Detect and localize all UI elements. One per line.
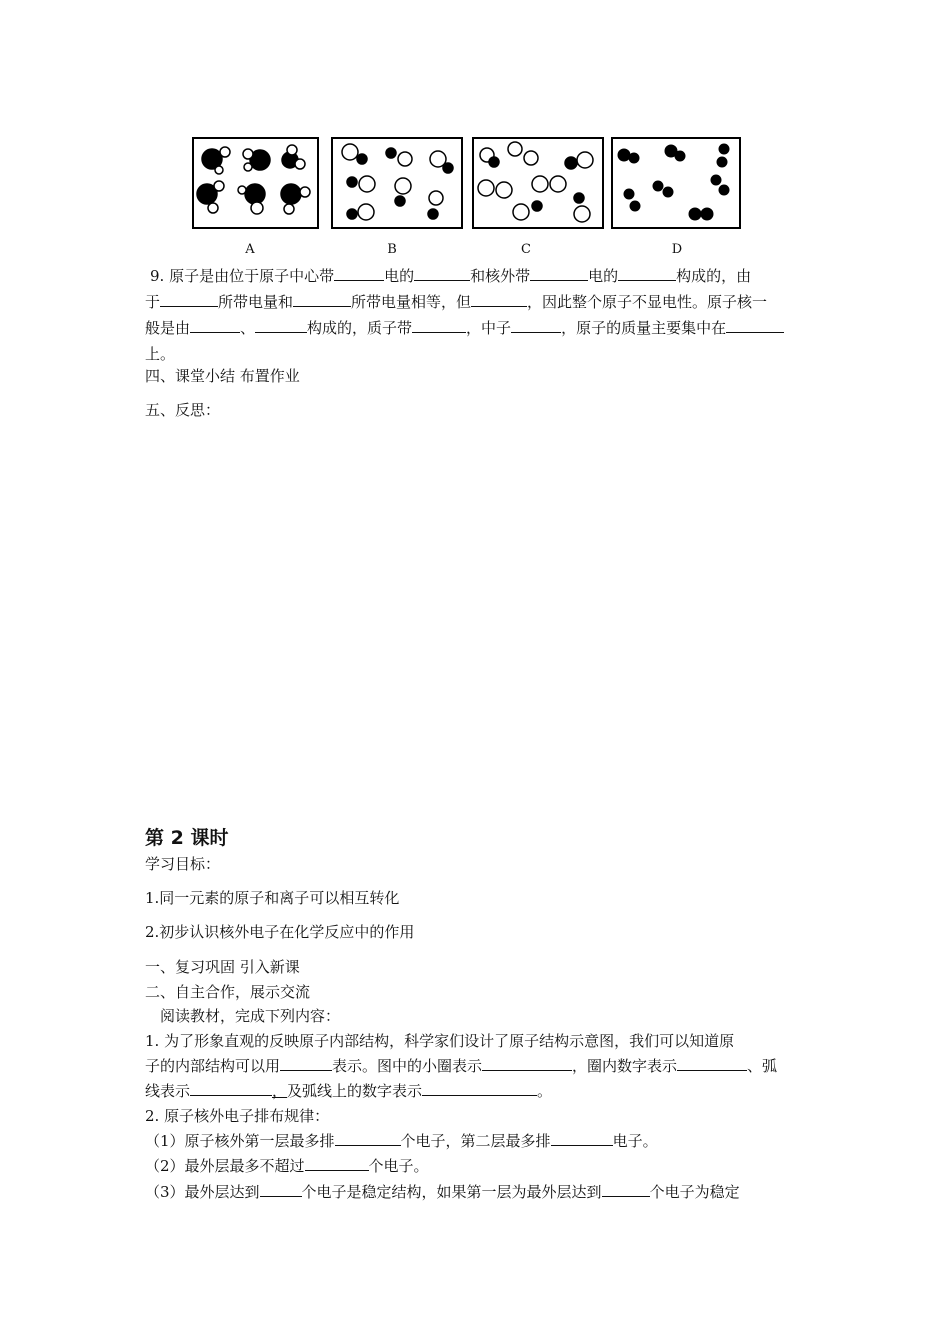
blank[interactable] [511,318,561,333]
blank[interactable] [412,318,466,333]
goal-1: 1.同一元素的原子和离子可以相互转化 [145,889,400,907]
blank[interactable] [280,1056,332,1071]
figure-label-a: A [245,242,255,257]
box-d-particles [618,144,729,220]
figure-label-d: D [671,242,683,257]
blank[interactable] [190,318,240,333]
blank[interactable] [618,266,676,281]
part-1: 一、复习巩固 引入新课 [145,958,300,976]
rule-2: （2）最外层最多不超过 个电子。 [145,1157,429,1175]
rule-3: （3）最外层达到 个电子是稳定结构，如果第一层为最外层达到 个电子为稳定 [145,1183,740,1201]
q9-line-3: 般是由 、 构成的，质子带 ，中子 ，原子的质量主要集中在 [145,318,784,338]
item1-line-1: 1. 为了形象直观的反映原子内部结构，科学家们设计了原子结构示意图，我们可以知道原 [145,1032,735,1050]
goal-2: 2.初步认识核外电子在化学反应中的作用 [145,923,415,941]
box-b-particles [342,144,453,220]
blank[interactable] [530,266,588,281]
part-2: 二、自主合作，展示交流 [145,983,311,1001]
section-reflection: 五、反思： [145,401,221,419]
q9-line-4: 上。 [145,345,176,363]
rule-1: （1）原子核外第一层最多排 个电子，第二层最多排 电子。 [145,1132,658,1150]
blank[interactable] [677,1056,747,1071]
item1-line-2: 子的内部结构可以用 表示。图中的小圈表示 ，圈内数字表示 、弧 [145,1057,778,1075]
blank[interactable] [334,266,384,281]
item2-title: 2. 原子核外电子排布规律： [145,1107,330,1125]
particle-model-figure [190,134,750,259]
blank[interactable] [190,1081,272,1096]
blank[interactable] [482,1056,572,1071]
blank[interactable] [422,1081,537,1096]
box-c-particles [478,142,593,222]
figure-label-c: C [521,242,531,257]
blank[interactable] [726,318,784,333]
section-summary: 四、课堂小结 布置作业 [145,367,300,385]
read-instruction: 阅读教材，完成下列内容： [160,1007,341,1025]
blank[interactable] [602,1182,650,1197]
blank[interactable] [160,292,218,307]
blank[interactable] [335,1131,401,1146]
blank[interactable] [260,1182,302,1197]
q9-line-2: 于 所带电量和 所带电量相等，但 ，因此整个原子不显电性。原子核一 [145,293,768,311]
blank[interactable] [293,292,351,307]
blank[interactable] [255,318,307,333]
blank[interactable] [305,1156,369,1171]
figure-label-b: B [387,242,397,257]
q9-line-1: 9. 原子是由位于原子中心带 电的 和核外带 电的 构成的，由 [150,267,752,285]
lesson2-title: 第 2 课时 [145,827,229,849]
box-a-particles [197,145,310,214]
blank[interactable] [551,1131,613,1146]
blank[interactable] [471,292,527,307]
goals-label: 学习目标： [145,855,221,873]
item1-line-3: 线表示 ，及弧线上的数字表示 。 [145,1082,553,1100]
blank[interactable] [414,266,470,281]
